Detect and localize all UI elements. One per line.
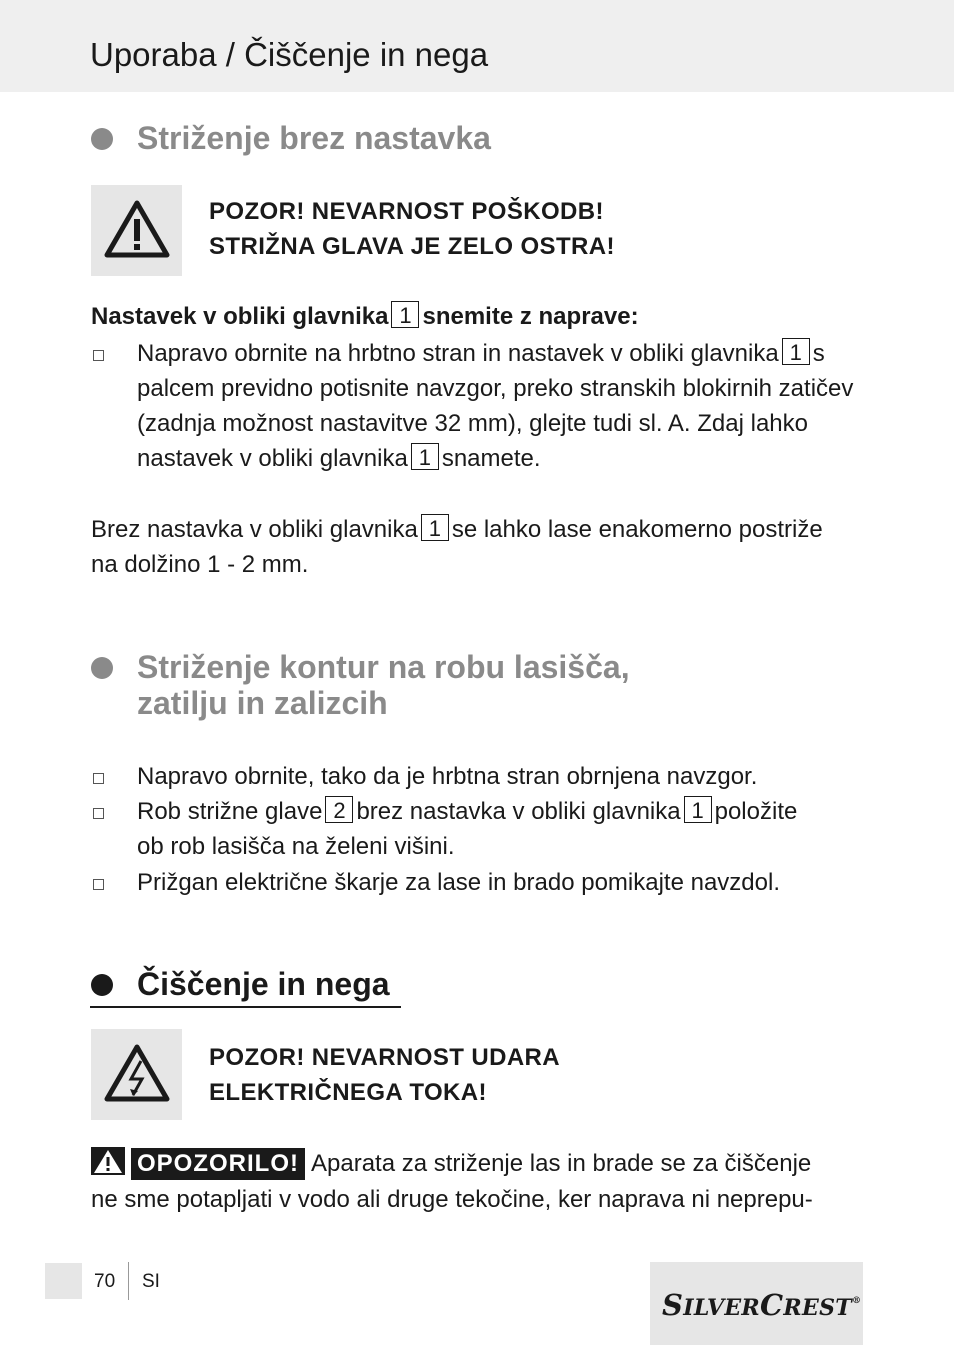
opozorilo-badge: OPOZORILO! [131,1148,305,1180]
warning-triangle-icon [104,199,170,259]
page-title: Uporaba / Čiščenje in nega [90,36,489,73]
part-ref-2: 2 [325,796,353,823]
page-number: 70 [94,1271,116,1292]
paragraph-text: Brez nastavka v obliki glavnika [91,516,418,543]
paragraph-line: na dolžino 1 - 2 mm. [91,551,309,578]
section-heading-trimming-without-attachment: Striženje brez nastavka [137,120,491,156]
step-text: brez nastavka v obliki glavnika [356,798,681,825]
part-ref-1: 1 [684,796,712,823]
footer-divider [128,1262,129,1300]
section-heading-cleaning: Čiščenje in nega [137,966,390,1002]
part-ref-1: 1 [421,514,449,541]
step-text: Rob strižne glave [137,798,323,825]
brand-logo-text: SILVERCREST® [662,1288,862,1322]
step-line: ob rob lasišča na želeni višini. [137,833,455,860]
opozorilo-line1 [91,1146,811,1181]
paragraph-text: se lahko lase enakomerno postriže [451,516,823,543]
electric-shock-icon [104,1043,170,1103]
section-bullet-icon [91,128,113,150]
step-line: (zadnja možnost nastavitve 32 mm), glejte tudi sl. A. Zdaj lahko [137,410,808,437]
intro-text-part1: Nastavek v obliki glavnika [91,303,389,330]
opozorilo-text: Aparata za striženje las in brade se za čiščenje [311,1150,812,1177]
warning-electric-line1: POZOR! NEVARNOST UDARA [209,1044,561,1071]
warning-electric-line2: ELEKTRIČNEGA TOKA! [209,1079,487,1106]
opozorilo-line2: ne sme potapljati v vodo ali druge tekočine, ker naprava ni neprepu- [91,1186,813,1213]
checkbox-bullet-icon [93,879,104,890]
remove-attachment-intro [91,299,639,334]
step-text: s [812,340,825,367]
checkbox-bullet-icon [93,808,104,819]
warning-injury-line1: POZOR! NEVARNOST POŠKODB! [209,198,604,225]
part-ref-1: 1 [782,338,810,365]
step-line [137,441,541,476]
warning-injury-line2: STRIŽNA GLAVA JE ZELO OSTRA! [209,233,615,260]
part-ref-1: 1 [391,301,419,328]
footer-marker [45,1263,82,1299]
warning-triangle-icon [91,1147,125,1175]
checkbox-bullet-icon [93,773,104,784]
heading-underline [90,1006,401,1008]
step-text: položite [714,798,798,825]
step-line: Prižgan električne škarje za lase in brado pomikajte navzdol. [137,869,780,896]
step-line: palcem previdno potisnite navzgor, preko stranskih blokirnih zatičev [137,375,854,402]
paragraph-line [91,512,823,547]
electric-warning-icon-box [91,1029,182,1120]
section-heading-contours-line1: Striženje kontur na robu lasišča, [137,649,630,685]
section-heading-contours-line2: zatilju in zalizcih [137,685,388,721]
intro-text-part2: snemite z naprave: [422,303,639,330]
step-text: Napravo obrnite na hrbtno stran in nastavek v obliki glavnika [137,340,779,367]
step-line [137,336,825,371]
step-line [137,794,797,829]
language-code: SI [142,1271,160,1292]
section-bullet-icon [91,974,113,996]
checkbox-bullet-icon [93,350,104,361]
part-ref-1: 1 [411,443,439,470]
brand-logo [650,1262,863,1345]
step-line: Napravo obrnite, tako da je hrbtna stran obrnjena navzgor. [137,763,758,790]
step-text: nastavek v obliki glavnika [137,445,408,472]
step-text: snamete. [441,445,541,472]
warning-icon-box [91,185,182,276]
section-bullet-icon [91,657,113,679]
